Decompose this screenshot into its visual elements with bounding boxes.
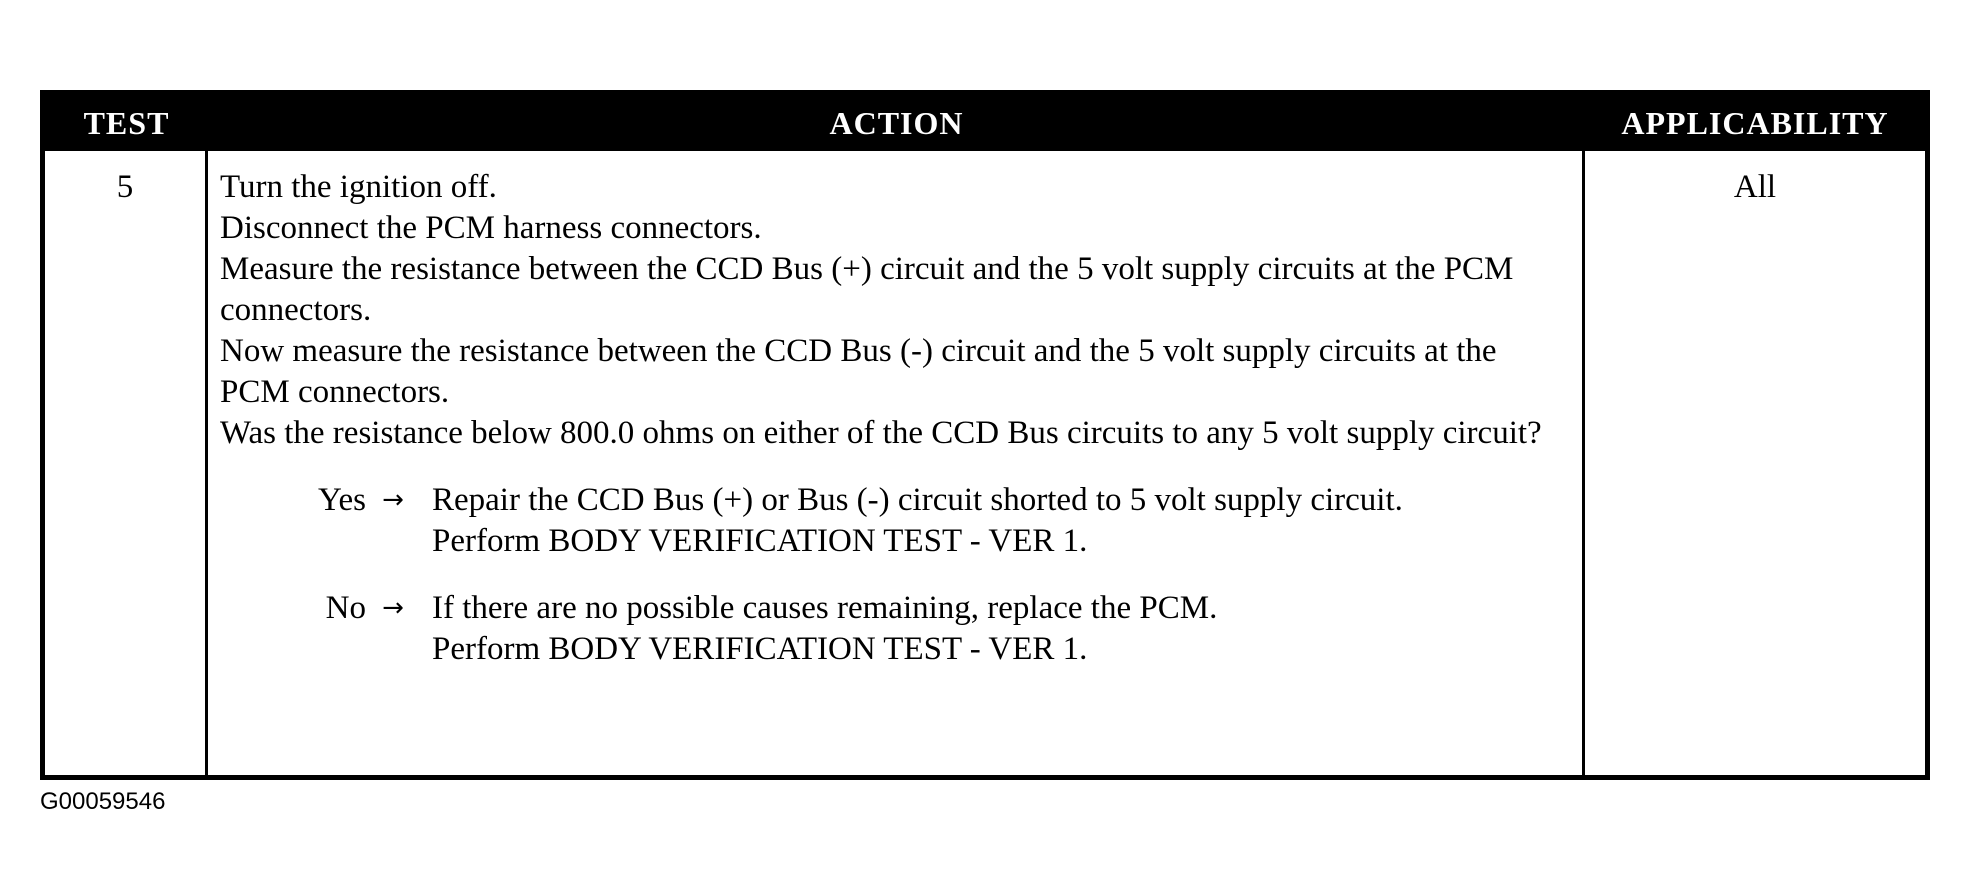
figure-id: G00059546 — [40, 788, 166, 815]
right-arrow-icon: → — [382, 593, 404, 623]
outcome-no — [220, 588, 1572, 670]
action-step: Was the resistance below 800.0 ohms on either of the CCD Bus circuits to any 5 volt supply circuit? — [220, 415, 1542, 451]
outcome-body-yes — [420, 480, 1572, 562]
test-number: 5 — [116, 169, 134, 205]
diagnostic-test-table — [40, 90, 1930, 780]
action-step: Turn the ignition off. — [220, 169, 497, 205]
right-arrow-icon: → — [382, 485, 404, 515]
outcome-line: Repair the CCD Bus (+) or Bus (-) circuit shorted to 5 volt supply circuit. — [432, 482, 1403, 518]
outcome-label-yes: Yes — [317, 482, 366, 518]
outcome-label-no: No — [325, 590, 366, 626]
outcome-line: Perform BODY VERIFICATION TEST - VER 1. — [432, 523, 1088, 559]
action-cell — [208, 151, 1585, 775]
outcome-line: If there are no possible causes remaining, replace the PCM. — [432, 590, 1218, 626]
outcome-body-no — [420, 588, 1572, 670]
action-step: Disconnect the PCM harness connectors. — [220, 210, 762, 246]
outcome-yes — [220, 480, 1572, 562]
header-test: TEST — [45, 95, 208, 151]
action-step: Measure the resistance between the CCD Bus (+) circuit and the 5 volt supply circuits at the PCM connectors. — [220, 251, 1522, 328]
applicability-value: All — [1733, 169, 1777, 205]
outcome-line: Perform BODY VERIFICATION TEST - VER 1. — [432, 631, 1088, 667]
test-number-cell — [45, 151, 208, 775]
applicability-cell — [1585, 151, 1925, 775]
header-action: ACTION — [208, 95, 1585, 151]
action-step: Now measure the resistance between the CCD Bus (-) circuit and the 5 volt supply circuits at the PCM connectors. — [220, 333, 1505, 410]
header-applicability: APPLICABILITY — [1585, 95, 1925, 151]
